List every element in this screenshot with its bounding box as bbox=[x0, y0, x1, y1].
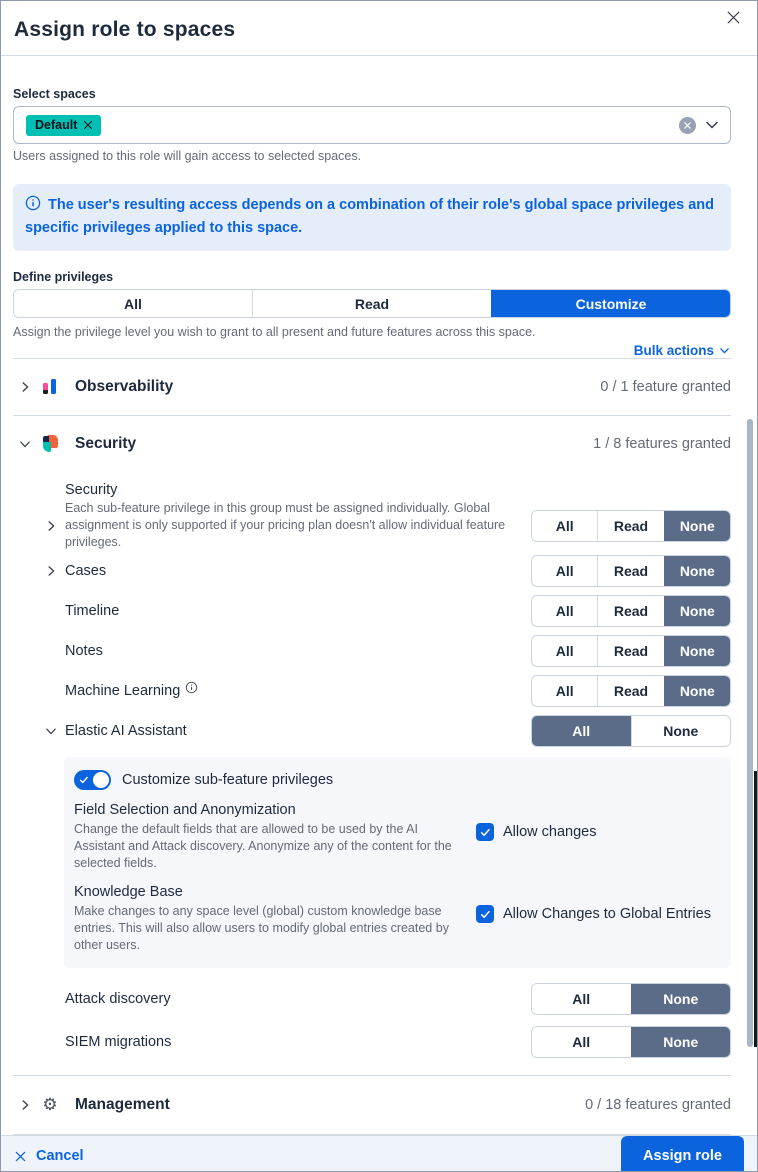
none-button[interactable]: None bbox=[664, 596, 730, 626]
feature-label: Machine Learning bbox=[65, 683, 181, 699]
feature-row-attack-discovery bbox=[13, 976, 731, 1022]
sub-feature-field-selection bbox=[74, 802, 717, 872]
close-icon[interactable] bbox=[723, 7, 743, 27]
privilege-help-text: Assign the privilege level you wish to grant to all present and future features across this space. bbox=[13, 325, 536, 339]
allow-changes-checkbox[interactable] bbox=[476, 823, 597, 841]
feature-row-elastic-ai-assistant bbox=[13, 711, 731, 751]
checkbox-check-icon bbox=[476, 905, 494, 923]
privilege-customize-button[interactable]: Customize bbox=[491, 290, 730, 317]
feature-label: Timeline bbox=[65, 603, 120, 619]
toggle-label: Customize sub-feature privileges bbox=[122, 772, 334, 788]
feature-label-security: Security bbox=[65, 482, 118, 498]
chevron-down-icon[interactable] bbox=[45, 725, 57, 737]
cancel-label: Cancel bbox=[36, 1148, 84, 1164]
feature-label: Cases bbox=[65, 563, 107, 579]
feature-label: Elastic AI Assistant bbox=[65, 723, 187, 739]
privilege-group-elastic-ai-assistant bbox=[531, 715, 731, 747]
chevron-right-icon[interactable] bbox=[19, 1099, 31, 1111]
privilege-group-attack-discovery bbox=[531, 983, 731, 1015]
all-button[interactable]: All bbox=[532, 596, 597, 626]
feature-row-cases bbox=[13, 551, 731, 591]
info-callout-text: The user's resulting access depends on a combination of their role's global space privileges and specific privileges applied to this space. bbox=[25, 197, 715, 236]
checkbox-label: Allow changes bbox=[503, 824, 597, 840]
category-label: Security bbox=[75, 435, 137, 452]
none-button[interactable]: None bbox=[664, 511, 730, 541]
privilege-group-cases bbox=[531, 555, 731, 587]
chevron-right-icon[interactable] bbox=[45, 520, 57, 532]
chevron-down-icon[interactable] bbox=[19, 438, 31, 450]
chevron-right-icon[interactable] bbox=[19, 381, 31, 393]
category-count: 0 / 1 feature granted bbox=[600, 379, 731, 395]
toggle-check-icon bbox=[79, 775, 89, 785]
bulk-actions-label: Bulk actions bbox=[633, 343, 714, 358]
badge-remove-icon[interactable] bbox=[83, 120, 93, 130]
outer-scrollbar-thumb[interactable] bbox=[754, 771, 757, 1047]
sub-feature-panel bbox=[64, 757, 731, 968]
info-icon bbox=[25, 195, 41, 218]
none-button[interactable]: None bbox=[664, 556, 730, 586]
checkbox-check-icon bbox=[476, 823, 494, 841]
modal-title: Assign role to spaces bbox=[14, 18, 236, 41]
modal-header bbox=[1, 1, 757, 56]
clear-selection-icon[interactable] bbox=[679, 117, 696, 134]
combobox-chevron-down-icon[interactable] bbox=[704, 117, 720, 133]
category-row-observability[interactable] bbox=[13, 359, 731, 415]
space-badge-default[interactable] bbox=[26, 115, 101, 136]
sub-feature-description: Change the default fields that are allowed to be used by the AI Assistant and Attack discovery. Anonymize any of the content for the selected fields. bbox=[74, 822, 452, 870]
privilege-button-group bbox=[13, 289, 731, 318]
customize-subfeature-toggle[interactable] bbox=[74, 770, 111, 790]
read-button[interactable]: Read bbox=[597, 596, 663, 626]
privilege-group-timeline bbox=[531, 595, 731, 627]
ml-info-icon[interactable] bbox=[185, 681, 198, 694]
read-button[interactable]: Read bbox=[597, 556, 663, 586]
sub-feature-description: Make changes to any space level (global) custom knowledge base entries. This will also allow users to modify global entries created by other users. bbox=[74, 904, 449, 952]
cancel-button[interactable] bbox=[14, 1148, 84, 1164]
all-button[interactable]: All bbox=[532, 1027, 631, 1057]
none-button[interactable]: None bbox=[631, 716, 731, 746]
select-spaces-help: Users assigned to this role will gain access to selected spaces. bbox=[13, 149, 362, 163]
modal-body bbox=[1, 56, 757, 1135]
feature-label: Notes bbox=[65, 643, 103, 659]
sub-feature-title: Field Selection and Anonymization bbox=[74, 802, 296, 818]
feature-row-machine-learning bbox=[13, 671, 731, 711]
inner-scrollbar-thumb[interactable] bbox=[747, 419, 753, 1047]
privilege-read-button[interactable]: Read bbox=[252, 290, 491, 317]
cancel-x-icon bbox=[14, 1150, 27, 1163]
space-badge-label: Default bbox=[35, 117, 78, 132]
all-button[interactable]: All bbox=[532, 676, 597, 706]
category-label: Management bbox=[75, 1096, 170, 1113]
privilege-group-notes bbox=[531, 635, 731, 667]
all-button[interactable]: All bbox=[532, 636, 597, 666]
category-label: Observability bbox=[75, 378, 174, 395]
feature-row-timeline bbox=[13, 591, 731, 631]
none-button[interactable]: None bbox=[664, 676, 730, 706]
none-button[interactable]: None bbox=[631, 1027, 731, 1057]
feature-row-siem-migrations bbox=[13, 1022, 731, 1062]
feature-label: Attack discovery bbox=[65, 991, 171, 1007]
feature-row-security bbox=[13, 500, 731, 551]
spaces-combobox[interactable] bbox=[13, 106, 731, 144]
category-row-security[interactable] bbox=[13, 416, 731, 472]
chevron-right-icon[interactable] bbox=[45, 565, 57, 577]
sub-feature-title: Knowledge Base bbox=[74, 884, 183, 900]
category-count: 1 / 8 features granted bbox=[593, 436, 731, 452]
management-gear-icon: ⚙ bbox=[42, 1095, 58, 1114]
privilege-group-machine-learning bbox=[531, 675, 731, 707]
allow-global-entries-checkbox[interactable] bbox=[476, 905, 711, 923]
modal-footer bbox=[1, 1135, 757, 1172]
bulk-actions-chevron-down-icon bbox=[718, 344, 731, 357]
all-button[interactable]: All bbox=[532, 511, 597, 541]
all-button[interactable]: All bbox=[532, 716, 631, 746]
sub-feature-knowledge-base bbox=[74, 884, 717, 954]
assign-role-button[interactable]: Assign role bbox=[621, 1136, 744, 1172]
privilege-group-security bbox=[531, 510, 731, 542]
privilege-all-button[interactable]: All bbox=[14, 290, 252, 317]
define-privileges-label: Define privileges bbox=[13, 270, 114, 284]
bulk-actions-link[interactable] bbox=[634, 343, 731, 358]
checkbox-label: Allow Changes to Global Entries bbox=[503, 906, 711, 922]
read-button[interactable]: Read bbox=[597, 511, 663, 541]
feature-row-notes bbox=[13, 631, 731, 671]
category-count: 0 / 18 features granted bbox=[585, 1097, 731, 1113]
info-callout bbox=[13, 184, 731, 251]
select-spaces-label: Select spaces bbox=[13, 87, 96, 101]
feature-label: SIEM migrations bbox=[65, 1034, 172, 1050]
read-button[interactable]: Read bbox=[597, 636, 663, 666]
observability-logo-icon bbox=[41, 378, 59, 396]
read-button[interactable]: Read bbox=[597, 676, 663, 706]
security-logo-icon bbox=[41, 435, 59, 453]
none-button[interactable]: None bbox=[664, 636, 730, 666]
privilege-group-siem-migrations bbox=[531, 1026, 731, 1058]
feature-description: Each sub-feature privilege in this group must be assigned individually. Global assignment is only supported if your pricing plan doesn't allow individual feature privileges. bbox=[65, 501, 506, 549]
divider bbox=[13, 1134, 731, 1135]
none-button[interactable]: None bbox=[631, 984, 731, 1014]
all-button[interactable]: All bbox=[532, 984, 631, 1014]
category-row-management[interactable] bbox=[13, 1076, 731, 1134]
all-button[interactable]: All bbox=[532, 556, 597, 586]
